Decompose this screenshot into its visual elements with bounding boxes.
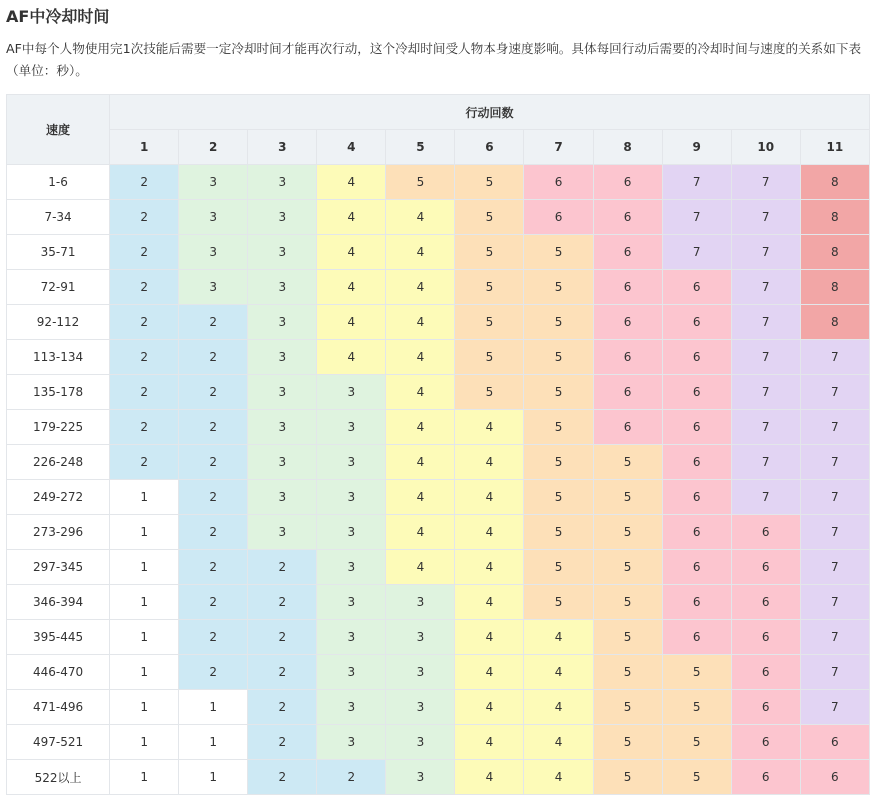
cooldown-cell: 2 — [248, 725, 317, 760]
cooldown-cell: 6 — [731, 550, 800, 585]
cooldown-cell: 8 — [800, 305, 869, 340]
cooldown-cell: 3 — [248, 410, 317, 445]
speed-cell: 113-134 — [7, 340, 110, 375]
table-row — [7, 305, 870, 340]
cooldown-cell: 3 — [248, 340, 317, 375]
cooldown-cell: 4 — [455, 480, 524, 515]
cooldown-cell: 3 — [386, 760, 455, 795]
cooldown-cell: 4 — [455, 690, 524, 725]
cooldown-cell: 1 — [110, 760, 179, 795]
cooldown-cell: 2 — [179, 620, 248, 655]
cooldown-cell: 7 — [800, 480, 869, 515]
cooldown-cell: 5 — [524, 480, 593, 515]
cooldown-cell: 7 — [731, 375, 800, 410]
cooldown-cell: 4 — [317, 340, 386, 375]
cooldown-cell: 6 — [524, 200, 593, 235]
cooldown-cell: 5 — [593, 620, 662, 655]
cooldown-cell: 6 — [593, 305, 662, 340]
cooldown-cell: 5 — [455, 270, 524, 305]
cooldown-cell: 7 — [731, 410, 800, 445]
speed-cell: 35-71 — [7, 235, 110, 270]
cooldown-cell: 3 — [317, 515, 386, 550]
cooldown-cell: 7 — [731, 305, 800, 340]
cooldown-cell: 4 — [317, 235, 386, 270]
cooldown-cell: 6 — [662, 340, 731, 375]
cooldown-cell: 3 — [248, 200, 317, 235]
cooldown-cell: 2 — [317, 760, 386, 795]
cooldown-cell: 2 — [179, 515, 248, 550]
cooldown-cell: 4 — [455, 585, 524, 620]
cooldown-cell: 4 — [524, 655, 593, 690]
cooldown-cell: 2 — [179, 410, 248, 445]
cooldown-cell: 5 — [593, 585, 662, 620]
speed-cell: 72-91 — [7, 270, 110, 305]
cooldown-cell: 6 — [731, 760, 800, 795]
cooldown-cell: 4 — [386, 480, 455, 515]
cooldown-cell: 1 — [110, 585, 179, 620]
cooldown-cell: 5 — [455, 305, 524, 340]
cooldown-cell: 5 — [662, 690, 731, 725]
speed-cell: 135-178 — [7, 375, 110, 410]
cooldown-cell: 4 — [317, 165, 386, 200]
cooldown-cell: 3 — [317, 445, 386, 480]
cooldown-cell: 3 — [317, 655, 386, 690]
cooldown-cell: 5 — [524, 585, 593, 620]
cooldown-cell: 3 — [386, 725, 455, 760]
cooldown-cell: 6 — [593, 270, 662, 305]
cooldown-cell: 2 — [248, 690, 317, 725]
cooldown-cell: 2 — [110, 200, 179, 235]
cooldown-cell: 1 — [179, 725, 248, 760]
column-header-row — [7, 130, 870, 165]
cooldown-cell: 4 — [317, 270, 386, 305]
cooldown-cell: 4 — [386, 270, 455, 305]
cooldown-cell: 5 — [524, 235, 593, 270]
table-row — [7, 480, 870, 515]
cooldown-cell: 3 — [317, 725, 386, 760]
cooldown-cell: 3 — [317, 410, 386, 445]
cooldown-cell: 6 — [662, 480, 731, 515]
table-row — [7, 655, 870, 690]
table-row — [7, 375, 870, 410]
cooldown-cell: 5 — [455, 340, 524, 375]
cooldown-cell: 5 — [593, 550, 662, 585]
cooldown-cell: 6 — [524, 165, 593, 200]
column-header-4: 4 — [317, 130, 386, 165]
cooldown-cell: 4 — [386, 305, 455, 340]
cooldown-cell: 1 — [110, 480, 179, 515]
cooldown-cell: 2 — [110, 305, 179, 340]
cooldown-cell: 6 — [593, 200, 662, 235]
cooldown-cell: 4 — [524, 725, 593, 760]
speed-cell: 1-6 — [7, 165, 110, 200]
column-header-1: 1 — [110, 130, 179, 165]
cooldown-cell: 7 — [662, 200, 731, 235]
cooldown-cell: 3 — [386, 655, 455, 690]
cooldown-cell: 7 — [800, 655, 869, 690]
speed-cell: 92-112 — [7, 305, 110, 340]
table-row — [7, 550, 870, 585]
speed-cell: 522以上 — [7, 760, 110, 795]
cooldown-cell: 4 — [455, 725, 524, 760]
table-row — [7, 270, 870, 305]
cooldown-cell: 3 — [179, 165, 248, 200]
column-header-7: 7 — [524, 130, 593, 165]
table-row — [7, 200, 870, 235]
cooldown-cell: 5 — [455, 235, 524, 270]
cooldown-cell: 6 — [800, 760, 869, 795]
speed-cell: 226-248 — [7, 445, 110, 480]
cooldown-cell: 3 — [248, 445, 317, 480]
cooldown-cell: 2 — [179, 480, 248, 515]
column-header-3: 3 — [248, 130, 317, 165]
cooldown-cell: 6 — [593, 235, 662, 270]
cooldown-cell: 2 — [179, 305, 248, 340]
cooldown-cell: 3 — [317, 375, 386, 410]
cooldown-cell: 8 — [800, 270, 869, 305]
column-header-10: 10 — [731, 130, 800, 165]
table-row — [7, 585, 870, 620]
cooldown-cell: 7 — [800, 445, 869, 480]
cooldown-cell: 5 — [455, 165, 524, 200]
cooldown-cell: 7 — [731, 200, 800, 235]
table-row — [7, 340, 870, 375]
cooldown-cell: 8 — [800, 200, 869, 235]
cooldown-cell: 2 — [248, 760, 317, 795]
table-header — [7, 95, 870, 165]
cooldown-cell: 4 — [317, 305, 386, 340]
cooldown-cell: 3 — [179, 200, 248, 235]
cooldown-cell: 3 — [248, 375, 317, 410]
cooldown-cell: 6 — [800, 725, 869, 760]
cooldown-cell: 6 — [662, 585, 731, 620]
speed-cell: 346-394 — [7, 585, 110, 620]
cooldown-cell: 5 — [662, 760, 731, 795]
cooldown-cell: 1 — [110, 515, 179, 550]
speed-cell: 395-445 — [7, 620, 110, 655]
cooldown-cell: 7 — [800, 375, 869, 410]
table-row — [7, 725, 870, 760]
cooldown-cell: 4 — [386, 340, 455, 375]
cooldown-cell: 7 — [731, 165, 800, 200]
cooldown-cell: 2 — [110, 340, 179, 375]
table-body — [7, 165, 870, 795]
cooldown-cell: 6 — [731, 725, 800, 760]
speed-cell: 497-521 — [7, 725, 110, 760]
cooldown-cell: 7 — [800, 340, 869, 375]
cooldown-cell: 5 — [662, 725, 731, 760]
cooldown-cell: 5 — [593, 690, 662, 725]
cooldown-cell: 4 — [455, 445, 524, 480]
table-row — [7, 760, 870, 795]
cooldown-cell: 4 — [455, 620, 524, 655]
cooldown-cell: 2 — [179, 550, 248, 585]
cooldown-cell: 4 — [317, 200, 386, 235]
cooldown-cell: 5 — [662, 655, 731, 690]
cooldown-cell: 8 — [800, 165, 869, 200]
cooldown-cell: 7 — [731, 340, 800, 375]
cooldown-cell: 5 — [524, 550, 593, 585]
cooldown-cell: 6 — [731, 585, 800, 620]
speed-cell: 273-296 — [7, 515, 110, 550]
speed-cell: 179-225 — [7, 410, 110, 445]
cooldown-cell: 5 — [455, 200, 524, 235]
cooldown-cell: 6 — [662, 305, 731, 340]
cooldown-cell: 4 — [455, 410, 524, 445]
cooldown-cell: 4 — [455, 515, 524, 550]
cooldown-cell: 5 — [524, 270, 593, 305]
column-header-6: 6 — [455, 130, 524, 165]
cooldown-cell: 3 — [317, 480, 386, 515]
cooldown-cell: 4 — [386, 235, 455, 270]
table-row — [7, 410, 870, 445]
table-row — [7, 515, 870, 550]
cooldown-cell: 3 — [248, 270, 317, 305]
cooldown-cell: 3 — [248, 235, 317, 270]
cooldown-cell: 3 — [317, 585, 386, 620]
cooldown-cell: 5 — [524, 305, 593, 340]
column-header-2: 2 — [179, 130, 248, 165]
cooldown-cell: 1 — [179, 760, 248, 795]
cooldown-cell: 2 — [179, 585, 248, 620]
cooldown-cell: 1 — [110, 690, 179, 725]
cooldown-cell: 4 — [386, 550, 455, 585]
cooldown-cell: 5 — [593, 725, 662, 760]
cooldown-cell: 4 — [386, 410, 455, 445]
cooldown-cell: 5 — [524, 445, 593, 480]
cooldown-cell: 6 — [593, 340, 662, 375]
cooldown-cell: 4 — [386, 200, 455, 235]
cooldown-cell: 3 — [386, 585, 455, 620]
cooldown-cell: 2 — [110, 375, 179, 410]
speed-cell: 297-345 — [7, 550, 110, 585]
cooldown-cell: 1 — [179, 690, 248, 725]
cooldown-cell: 2 — [248, 585, 317, 620]
cooldown-cell: 7 — [800, 515, 869, 550]
cooldown-cell: 4 — [386, 515, 455, 550]
cooldown-cell: 6 — [593, 165, 662, 200]
cooldown-cell: 1 — [110, 620, 179, 655]
table-row — [7, 235, 870, 270]
column-header-8: 8 — [593, 130, 662, 165]
cooldown-cell: 2 — [248, 655, 317, 690]
cooldown-cell: 7 — [731, 480, 800, 515]
cooldown-cell: 2 — [179, 655, 248, 690]
cooldown-cell: 3 — [386, 690, 455, 725]
cooldown-cell: 4 — [386, 375, 455, 410]
speed-cell: 7-34 — [7, 200, 110, 235]
cooldown-cell: 6 — [731, 655, 800, 690]
cooldown-cell: 5 — [455, 375, 524, 410]
cooldown-cell: 1 — [110, 725, 179, 760]
cooldown-cell: 5 — [593, 655, 662, 690]
speed-cell: 446-470 — [7, 655, 110, 690]
cooldown-cell: 7 — [800, 585, 869, 620]
cooldown-cell: 6 — [731, 690, 800, 725]
table-row — [7, 690, 870, 725]
cooldown-cell: 3 — [248, 165, 317, 200]
cooldown-cell: 2 — [179, 340, 248, 375]
cooldown-cell: 6 — [593, 410, 662, 445]
cooldown-cell: 7 — [800, 690, 869, 725]
cooldown-cell: 4 — [455, 550, 524, 585]
table-row — [7, 165, 870, 200]
cooldown-cell: 4 — [455, 760, 524, 795]
cooldown-cell: 7 — [731, 270, 800, 305]
action-count-header: 行动回数 — [110, 95, 870, 130]
cooldown-cell: 1 — [110, 550, 179, 585]
cooldown-cell: 7 — [800, 620, 869, 655]
cooldown-cell: 5 — [524, 515, 593, 550]
cooldown-cell: 6 — [662, 375, 731, 410]
cooldown-cell: 6 — [731, 515, 800, 550]
cooldown-cell: 2 — [179, 375, 248, 410]
column-header-11: 11 — [800, 130, 869, 165]
cooldown-cell: 5 — [524, 375, 593, 410]
speed-cell: 249-272 — [7, 480, 110, 515]
cooldown-cell: 6 — [593, 375, 662, 410]
table-row — [7, 620, 870, 655]
cooldown-cell: 4 — [386, 445, 455, 480]
cooldown-cell: 5 — [593, 760, 662, 795]
cooldown-cell: 4 — [524, 620, 593, 655]
cooldown-cell: 6 — [731, 620, 800, 655]
cooldown-cell: 8 — [800, 235, 869, 270]
page-title: AF中冷却时间 — [6, 7, 110, 26]
cooldown-cell: 3 — [248, 305, 317, 340]
cooldown-cell: 2 — [110, 270, 179, 305]
cooldown-cell: 2 — [110, 445, 179, 480]
cooldown-cell: 6 — [662, 410, 731, 445]
cooldown-cell: 6 — [662, 620, 731, 655]
cooldown-cell: 3 — [248, 515, 317, 550]
cooldown-cell: 6 — [662, 445, 731, 480]
cooldown-cell: 2 — [179, 445, 248, 480]
cooldown-table — [6, 94, 870, 795]
cooldown-cell: 5 — [524, 340, 593, 375]
cooldown-cell: 5 — [386, 165, 455, 200]
cooldown-cell: 7 — [662, 165, 731, 200]
cooldown-cell: 1 — [110, 655, 179, 690]
cooldown-cell: 3 — [317, 620, 386, 655]
cooldown-cell: 4 — [524, 760, 593, 795]
cooldown-cell: 6 — [662, 270, 731, 305]
cooldown-cell: 3 — [248, 480, 317, 515]
cooldown-cell: 7 — [662, 235, 731, 270]
speed-header: 速度 — [7, 95, 110, 165]
cooldown-cell: 3 — [386, 620, 455, 655]
cooldown-cell: 2 — [110, 165, 179, 200]
description: AF中每个人物使用完1次技能后需要一定冷却时间才能再次行动，这个冷却时间受人物本身速度影响。具体每回行动后需要的冷却时间与速度的关系如下表（单位：秒）。 — [6, 41, 862, 78]
cooldown-cell: 3 — [179, 270, 248, 305]
cooldown-cell: 3 — [179, 235, 248, 270]
cooldown-cell: 2 — [110, 235, 179, 270]
cooldown-cell: 6 — [662, 550, 731, 585]
cooldown-cell: 6 — [662, 515, 731, 550]
column-header-5: 5 — [386, 130, 455, 165]
cooldown-cell: 2 — [248, 620, 317, 655]
cooldown-cell: 5 — [593, 515, 662, 550]
cooldown-cell: 4 — [455, 655, 524, 690]
cooldown-cell: 4 — [524, 690, 593, 725]
cooldown-cell: 7 — [800, 550, 869, 585]
cooldown-cell: 3 — [317, 550, 386, 585]
table-row — [7, 445, 870, 480]
cooldown-cell: 5 — [593, 445, 662, 480]
cooldown-cell: 3 — [317, 690, 386, 725]
speed-cell: 471-496 — [7, 690, 110, 725]
cooldown-cell: 5 — [524, 410, 593, 445]
cooldown-cell: 2 — [248, 550, 317, 585]
cooldown-cell: 2 — [110, 410, 179, 445]
cooldown-cell: 7 — [800, 410, 869, 445]
column-header-9: 9 — [662, 130, 731, 165]
cooldown-cell: 7 — [731, 445, 800, 480]
cooldown-cell: 7 — [731, 235, 800, 270]
cooldown-cell: 5 — [593, 480, 662, 515]
